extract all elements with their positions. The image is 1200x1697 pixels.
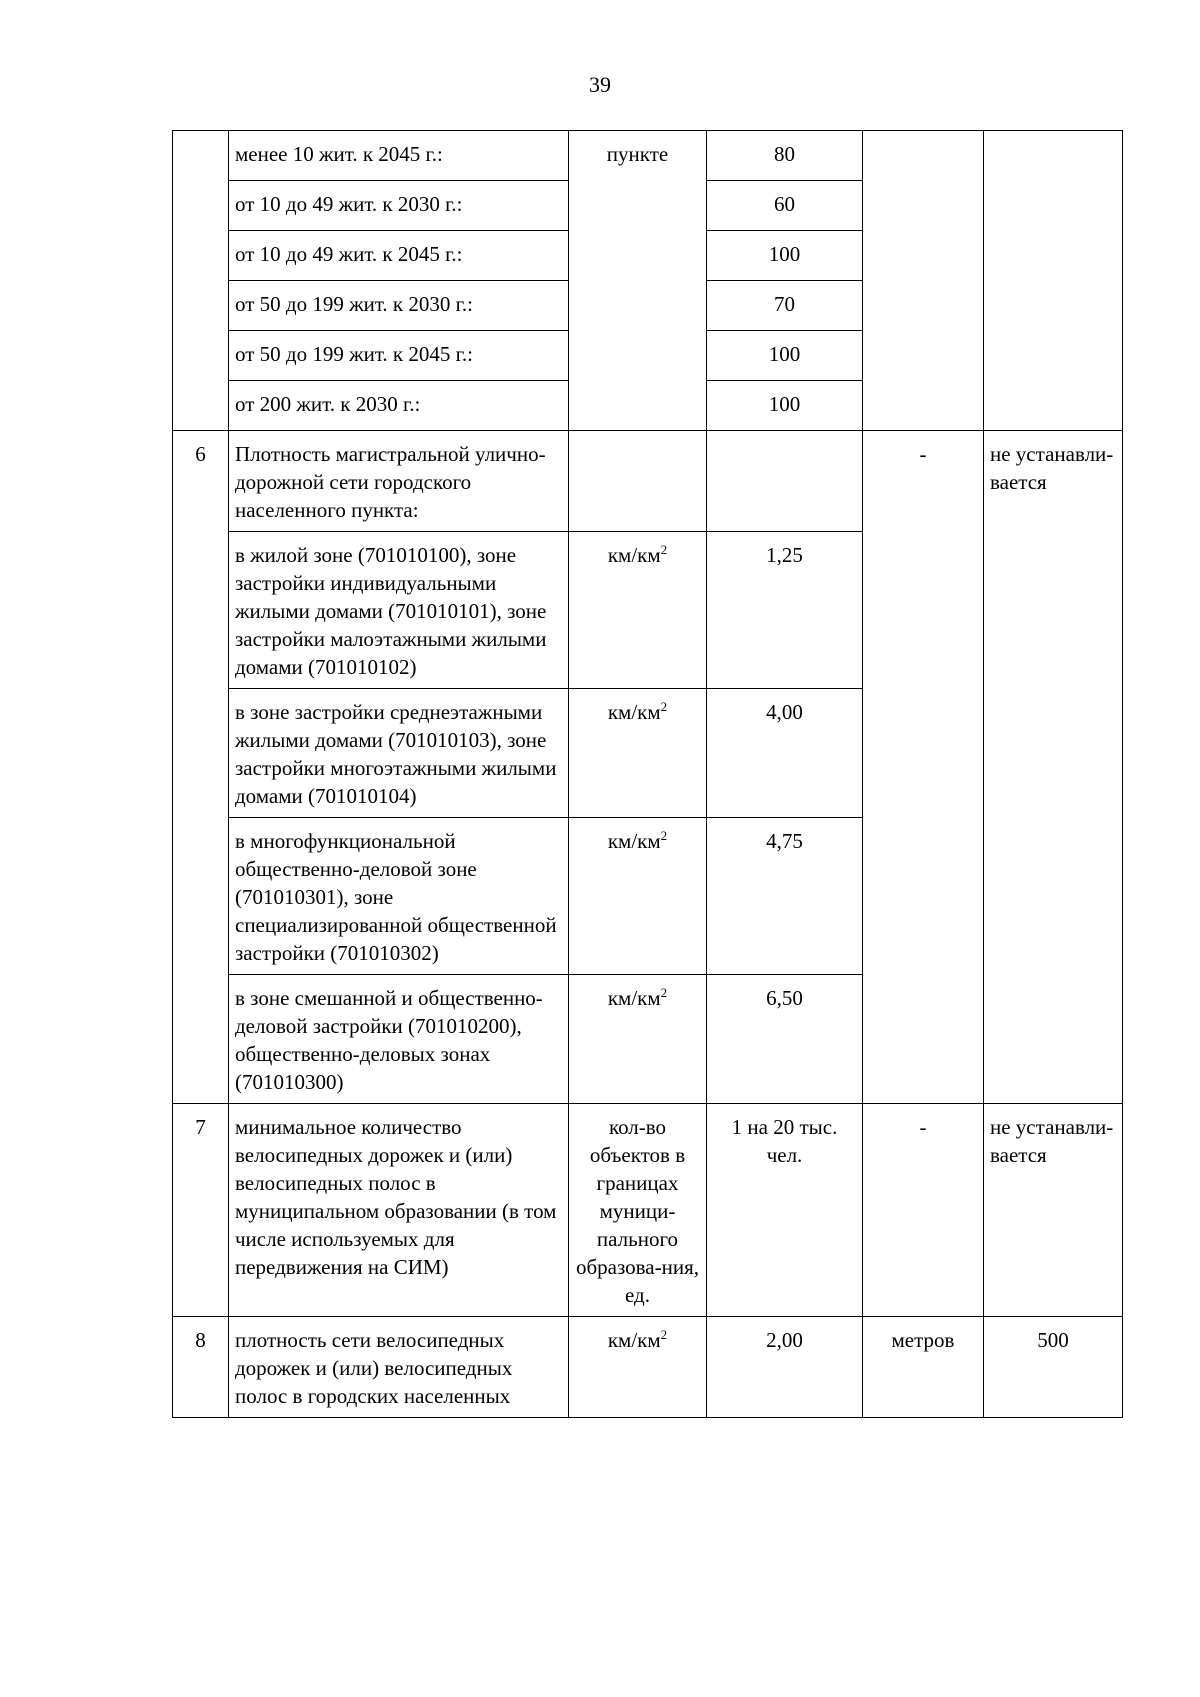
cell-value <box>707 431 863 532</box>
cell-unit <box>569 689 707 818</box>
cell-unit: пункте <box>569 131 707 431</box>
cell-value: 100 <box>707 231 863 281</box>
cell-unit2: метров <box>863 1317 984 1418</box>
cell-value: 80 <box>707 131 863 181</box>
unit-text: км/км <box>607 829 661 853</box>
unit-superscript: 2 <box>660 699 668 714</box>
cell-unit <box>569 1317 707 1418</box>
page-number: 39 <box>589 72 611 97</box>
cell-unit: кол-во объектов в границах муници-пального образова-ния, ед. <box>569 1104 707 1317</box>
cell-desc: менее 10 жит. к 2045 г.: <box>229 131 569 181</box>
cell-desc: от 50 до 199 жит. к 2030 г.: <box>229 281 569 331</box>
cell-desc: от 10 до 49 жит. к 2045 г.: <box>229 231 569 281</box>
cell-desc: в жилой зоне (701010100), зоне застройки индивидуальными жилыми домами (701010101), зоне застройки малоэтажными жилыми домами (701010102) <box>229 532 569 689</box>
unit-superscript: 2 <box>660 828 668 843</box>
unit-text: км/км <box>607 700 661 724</box>
unit-superscript: 2 <box>660 985 668 1000</box>
cell-desc: в зоне смешанной и общественно-деловой застройки (701010200), общественно-деловых зонах (701010300) <box>229 975 569 1104</box>
cell-desc: минимальное количество велосипедных дорожек и (или) велосипедных полос в муниципальном образовании (в том числе используемых для передвижения на СИМ) <box>229 1104 569 1317</box>
cell-unit <box>569 818 707 975</box>
cell-unit <box>569 431 707 532</box>
unit-text: км/км <box>607 1328 661 1352</box>
cell-desc: от 50 до 199 жит. к 2045 г.: <box>229 331 569 381</box>
cell-value: 70 <box>707 281 863 331</box>
cell-desc: Плотность магистральной улично-дорожной сети городского населенного пункта: <box>229 431 569 532</box>
cell-desc: от 10 до 49 жит. к 2030 г.: <box>229 181 569 231</box>
cell-num: 8 <box>173 1317 229 1418</box>
cell-value: 100 <box>707 331 863 381</box>
cell-unit <box>569 975 707 1104</box>
cell-value: 1,25 <box>707 532 863 689</box>
cell-unit2 <box>863 131 984 431</box>
unit-superscript: 2 <box>660 542 668 557</box>
cell-num <box>173 131 229 431</box>
cell-value2 <box>984 131 1123 431</box>
cell-unit2: - <box>863 431 984 1104</box>
cell-value2: не устанавли-вается <box>984 1104 1123 1317</box>
cell-desc: в многофункциональной общественно-деловой зоне (701010301), зоне специализированной общественной застройки (701010302) <box>229 818 569 975</box>
cell-value2: не устанавли-вается <box>984 431 1123 1104</box>
cell-value: 6,50 <box>707 975 863 1104</box>
table-row <box>173 131 1123 181</box>
table-row <box>173 431 1123 532</box>
unit-superscript: 2 <box>660 1327 668 1342</box>
cell-desc: в зоне застройки среднеэтажными жилыми домами (701010103), зоне застройки многоэтажными жилыми домами (701010104) <box>229 689 569 818</box>
cell-desc: плотность сети велосипедных дорожек и (или) велосипедных полос в городских населенных <box>229 1317 569 1418</box>
cell-num: 6 <box>173 431 229 1104</box>
cell-value: 2,00 <box>707 1317 863 1418</box>
cell-desc: от 200 жит. к 2030 г.: <box>229 381 569 431</box>
cell-value: 60 <box>707 181 863 231</box>
requirements-table <box>172 130 1123 1418</box>
unit-text: км/км <box>607 543 661 567</box>
table-row <box>173 1104 1123 1317</box>
table-row <box>173 1317 1123 1418</box>
cell-value: 4,00 <box>707 689 863 818</box>
unit-text: км/км <box>607 986 661 1010</box>
cell-value: 100 <box>707 381 863 431</box>
cell-unit <box>569 532 707 689</box>
cell-unit2: - <box>863 1104 984 1317</box>
cell-value: 4,75 <box>707 818 863 975</box>
cell-num: 7 <box>173 1104 229 1317</box>
cell-value2: 500 <box>984 1317 1123 1418</box>
cell-value: 1 на 20 тыс. чел. <box>707 1104 863 1317</box>
